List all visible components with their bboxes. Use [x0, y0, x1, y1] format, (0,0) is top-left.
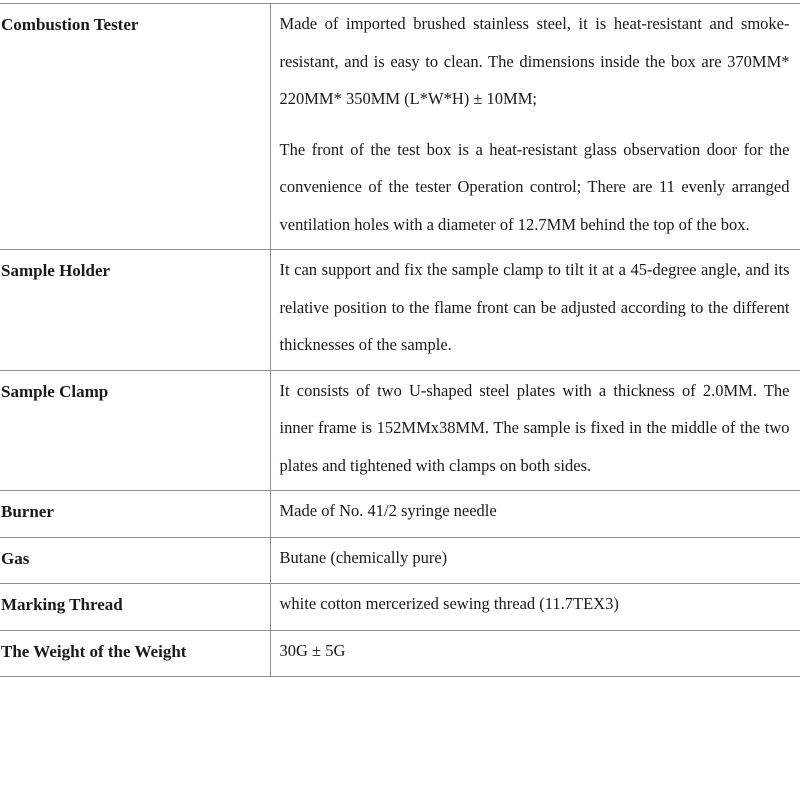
- table-row-sample-holder: [0, 250, 800, 371]
- table-row-weight: [0, 630, 800, 677]
- value-paragraph: It consists of two U-shaped steel plates with a thickness of 2.0MM. The inner frame is 152MMx38MM. The sample is fixed in the middle of the two plates and tightened with clamps on both sides.: [279, 380, 790, 475]
- value-paragraph: Made of No. 41/2 syringe needle: [279, 501, 497, 520]
- row-label: Burner: [0, 491, 270, 538]
- table-row-gas: [0, 537, 800, 584]
- row-label: Sample Clamp: [0, 370, 270, 491]
- row-value: [270, 630, 800, 677]
- row-value: [270, 584, 800, 631]
- row-value: [270, 4, 800, 250]
- table-row-sample-clamp: [0, 370, 800, 491]
- value-paragraph: Butane (chemically pure): [279, 547, 448, 567]
- table-row-combustion-tester: [0, 4, 800, 250]
- table-row-marking-thread: [0, 584, 800, 631]
- value-paragraph: The front of the test box is a heat-resistant glass observation door for the convenience of the tester Operation control; There are 11 evenly arranged ventilation holes with a diameter of 12.7MM behind the top of the box.: [279, 139, 790, 234]
- value-paragraph: Made of imported brushed stainless steel, it is heat-resistant and smoke-resistant, and is easy to clean. The dimensions inside the box are 370MM* 220MM* 350MM (L*W*H) ± 10MM;: [279, 14, 790, 108]
- row-label: Combustion Tester: [0, 4, 270, 250]
- row-value: [270, 491, 800, 538]
- row-label: The Weight of the Weight: [0, 630, 270, 677]
- row-label: Sample Holder: [0, 250, 270, 371]
- row-value: [270, 250, 800, 371]
- value-paragraph: 30G ± 5G: [279, 640, 346, 660]
- value-paragraph: white cotton mercerized sewing thread (11.7TEX3): [279, 594, 619, 613]
- row-label: Gas: [0, 537, 270, 584]
- spec-table: [0, 3, 800, 677]
- table-row-burner: [0, 491, 800, 538]
- row-value: [270, 370, 800, 491]
- row-label: Marking Thread: [0, 584, 270, 631]
- row-value: [270, 537, 800, 584]
- value-paragraph: It can support and fix the sample clamp to tilt it at a 45-degree angle, and its relative position to the flame front can be adjusted according to the different thicknesses of the sample.: [279, 260, 790, 354]
